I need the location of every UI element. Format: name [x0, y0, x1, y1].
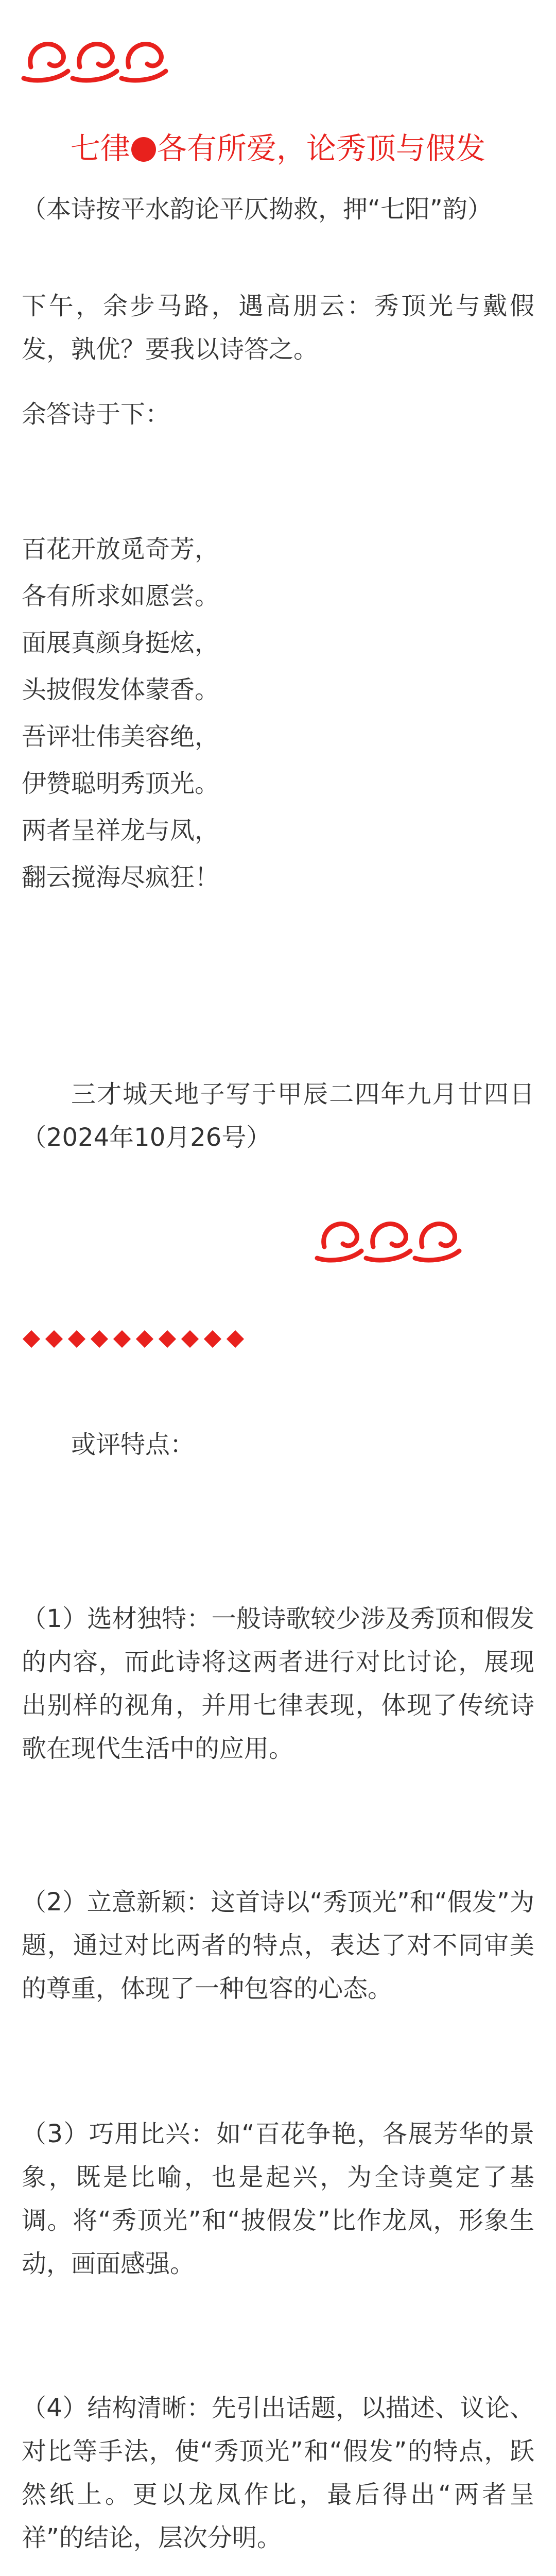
red-diamond-icon	[158, 1329, 177, 1349]
red-diamond-icon	[22, 1329, 41, 1349]
intro-line-2: 余答诗于下：	[22, 400, 170, 429]
signature: 三才城天地子写于甲辰二四年九月廿四日（2024年10月26号）	[22, 1080, 534, 1152]
red-circle-icon	[131, 137, 156, 162]
poem-line: 头披假发体蒙香。	[22, 675, 220, 704]
article-title	[0, 128, 556, 169]
red-diamond-icon	[44, 1329, 64, 1349]
title-prefix: 七律	[70, 131, 130, 166]
poem-line: 各有所求如愿尝。	[22, 582, 220, 611]
review-point-3: （3）巧用比兴：如“百花争艳，各展芳华的景象，既是比喻，也是起兴，为全诗奠定了基调。将“秀顶光”和“披假发”比作龙凤，形象生动，画面感强。	[22, 2120, 534, 2278]
review-heading: 或评特点：	[71, 1430, 195, 1459]
red-diamond-icon	[180, 1329, 200, 1349]
red-swirl-ornament-icon	[21, 31, 170, 88]
red-diamond-icon	[135, 1329, 154, 1349]
poem-line: 百花开放觅奇芳，	[22, 535, 220, 564]
poem-line: 两者呈祥龙与凤，	[22, 816, 220, 845]
red-diamond-icon	[225, 1329, 245, 1349]
poem-line: 面展真颜身挺炫，	[22, 629, 220, 657]
title-main: 各有所爱，论秀顶与假发	[157, 131, 486, 166]
review-point-2: （2）立意新颖：这首诗以“秀顶光”和“假发”为题，通过对比两者的特点，表达了对不同审美的尊重，体现了一种包容的心态。	[22, 1888, 534, 2003]
poem-line: 伊赞聪明秀顶光。	[22, 769, 220, 798]
intro-paragraph: 下午，余步马路，遇高朋云：秀顶光与戴假发，孰优？要我以诗答之。	[22, 292, 534, 364]
subtitle: （本诗按平水韵论平仄拗救，押“七阳”韵）	[22, 195, 492, 224]
poem-line: 翻云搅海尽疯狂！	[22, 863, 220, 892]
poem-line: 吾评壮伟美容绝，	[22, 722, 220, 751]
review-point-4: （4）结构清晰：先引出话题，以描述、议论、对比等手法，使“秀顶光”和“假发”的特点，跃然纸上。更以龙凤作比，最后得出“两者呈祥”的结论，层次分明。	[22, 2394, 534, 2552]
red-diamond-icon	[203, 1329, 222, 1349]
red-swirl-ornament-icon	[314, 1211, 463, 1267]
review-point-1: （1）选材独特：一般诗歌较少涉及秀顶和假发的内容，而此诗将这两者进行对比讨论，展现出别样的视角，并用七律表现，体现了传统诗歌在现代生活中的应用。	[22, 1604, 534, 1763]
diamond-row	[22, 1329, 245, 1349]
red-diamond-icon	[90, 1329, 109, 1349]
red-diamond-icon	[67, 1329, 86, 1349]
red-diamond-icon	[112, 1329, 132, 1349]
